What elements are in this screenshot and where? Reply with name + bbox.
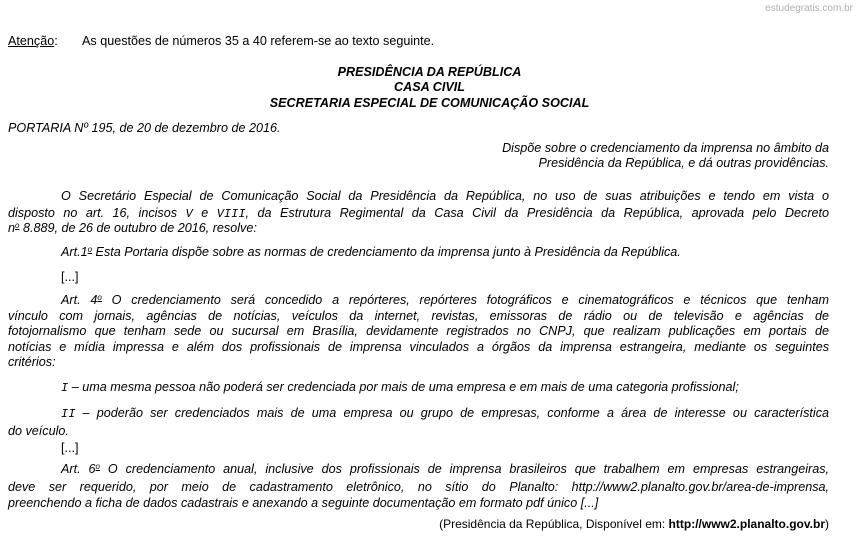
attention-text: As questões de números 35 a 40 referem-se ao texto seguinte.	[82, 34, 435, 48]
preamble-line-3: $n^o$ 8.889, de 26 de outubro de 2016, resolve:	[8, 221, 257, 235]
attention-colon: :	[54, 34, 58, 48]
header-line-3: SECRETARIA ESPECIAL DE COMUNICAÇÃO SOCIAL	[269, 96, 590, 110]
header-line-2: CASA CIVIL	[394, 80, 465, 94]
attention-line	[8, 34, 434, 48]
portaria-title: PORTARIA Nº 195, de 20 de dezembro de 2016.	[8, 121, 281, 135]
source-url: http://www2.planalto.gov.br	[668, 517, 825, 531]
source-citation: (Presidência da República, Disponível em: http://www2.planalto.gov.br)	[439, 517, 829, 531]
art1-label: Art.1	[61, 245, 88, 259]
item-1-numeral: I	[61, 381, 69, 395]
preamble-line-1: O Secretário Especial de Comunicação Social da Presidência da República, no uso de suas atribuições e tendo em vista o	[61, 189, 829, 203]
art1-text: Esta Portaria dispõe sobre as normas de credenciamento da imprensa junto à Presidência da República.	[92, 245, 681, 259]
attention-label: Atenção	[8, 34, 55, 48]
ementa-line-1: Dispõe sobre o credenciamento da imprensa no âmbito da	[502, 141, 829, 155]
header-line-1: PRESIDÊNCIA DA REPÚBLICA	[337, 65, 522, 79]
art6-line-1: Art. 6$^o$ O credenciamento anual, inclusive dos profissionais de imprensa brasileiros que trabalhem em empresas estrangeiras,	[61, 462, 829, 476]
art4-line-2: vínculo com jornais, agências de notícias, veículos da internet, revistas, emissoras de rádio ou de televisão e agências de	[8, 309, 829, 323]
ellipsis-2: [...]	[61, 441, 79, 455]
item-2-line-1: II – poderão ser credenciados mais de uma empresa ou grupo de empresas, conforme a área de interesse ou característica	[61, 406, 829, 421]
watermark: estudegratis.com.br	[765, 3, 853, 14]
item-2-numeral: II	[61, 407, 76, 421]
art6-line-2: deve ser requerido, por meio de cadastramento eletrônico, no sítio do Planalto: http://www2.planalto.gov.br/area-de-imprensa,	[8, 480, 829, 494]
ementa-line-2: Presidência da República, e dá outras providências.	[538, 156, 829, 170]
art4-line-4: notícias e mídia impressa e além dos profissionais de imprensa vinculados a órgãos da imprensa estrangeira, mediante os seguintes	[8, 340, 829, 354]
art4-line-5: critérios:	[8, 355, 56, 369]
art4-line-3: fotojornalismo que tenham sede ou sucursal em Brasília, devidamente registrados no CNPJ, que realizam publicações em portais de	[8, 324, 829, 338]
inciso-v: V	[185, 207, 193, 221]
art1: Art.1$^o$ Esta Portaria dispõe sobre as normas de credenciamento da imprensa junto à Presidência da República.	[61, 245, 681, 259]
item-1: I – uma mesma pessoa não poderá ser credenciada por mais de uma empresa e em mais de uma categoria profissional;	[61, 380, 739, 395]
item-2-line-2: do veículo.	[8, 424, 69, 438]
art6-line-3: preenchendo a ficha de dados cadastrais e anexando a seguinte documentação em formato pdf único [...]	[8, 496, 599, 510]
art4-line-1: Art. 4$^o$ O credenciamento será concedido a repórteres, repórteres fotográficos e cinematográficos e técnicos que tenham	[61, 293, 829, 307]
ellipsis-1: [...]	[61, 270, 79, 284]
inciso-viii: VIII	[216, 207, 246, 221]
preamble-line-2: disposto no art. 16, incisos V e VIII, da Estrutura Regimental da Casa Civil da Presidência da República, aprovada pelo Decreto	[8, 206, 829, 221]
